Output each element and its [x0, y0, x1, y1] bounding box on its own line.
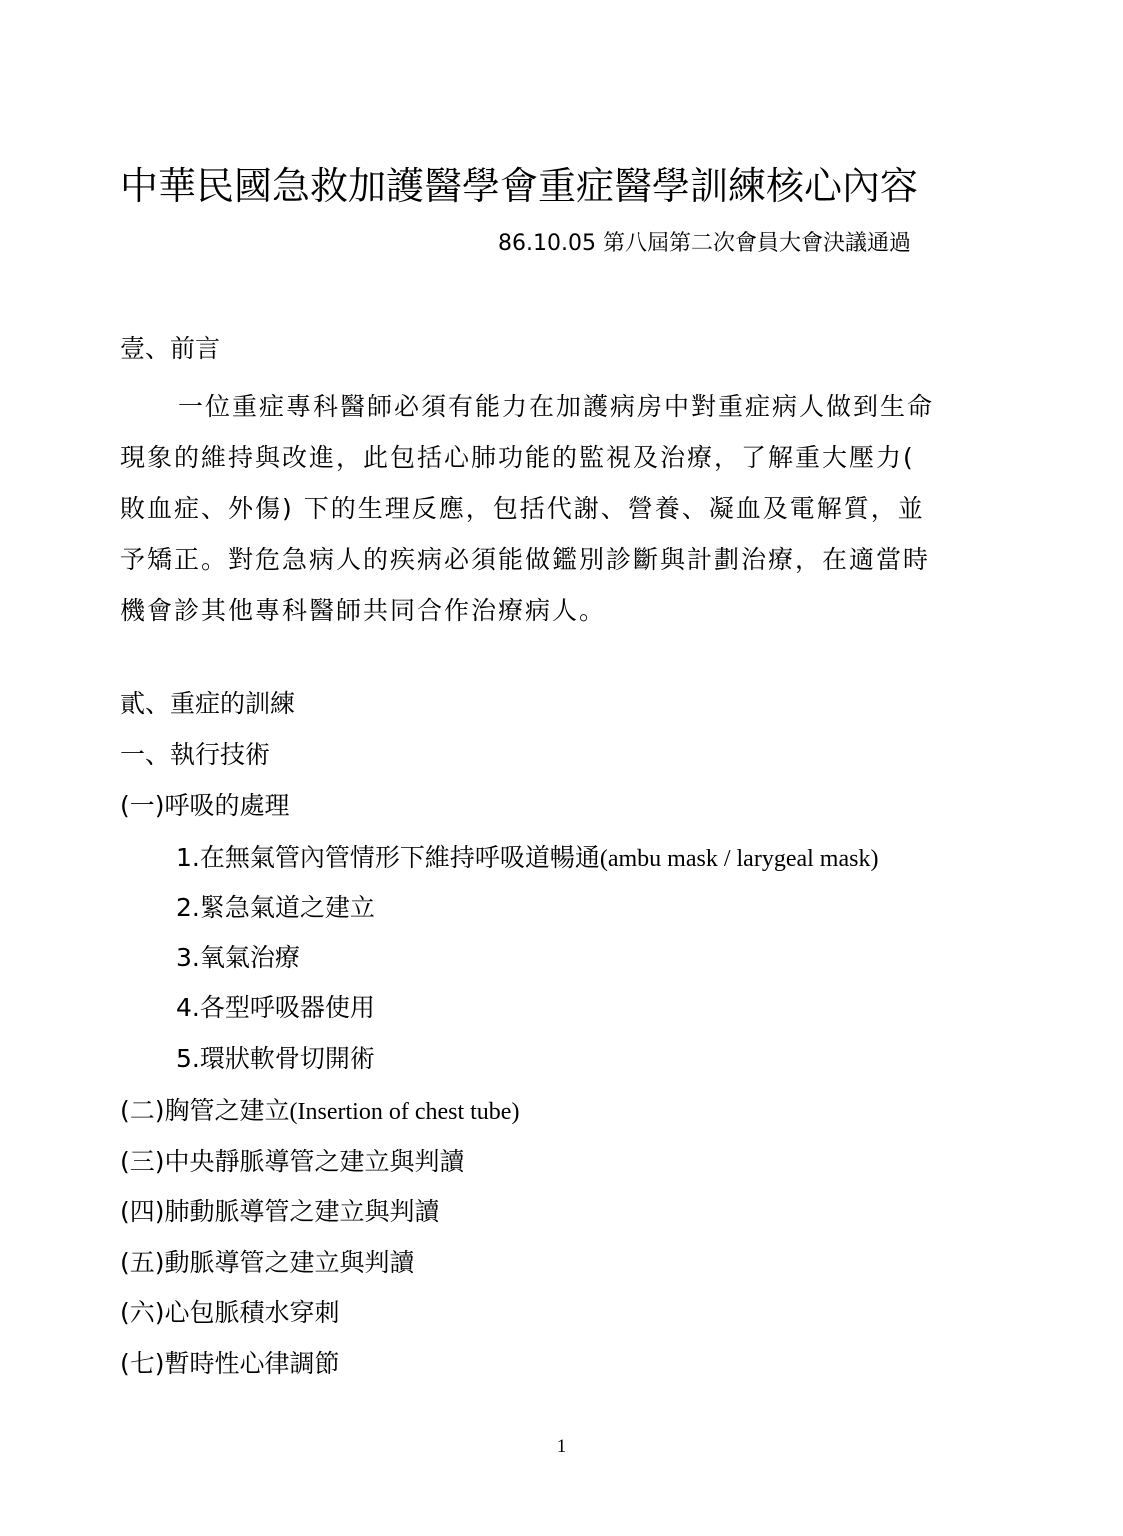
paragraph-line: 予矯正。對危急病人的疾病必須能做鑑別診斷與計劃治療，在適當時 [120, 545, 931, 574]
group-heading-respiratory: (一)呼吸的處理 [120, 791, 290, 820]
list-item-note: (ambu mask / larygeal mask) [599, 846, 879, 872]
document-subtitle: 86.10.05 第八屆第二次會員大會決議通過 [498, 231, 911, 256]
page-number: 1 [556, 1436, 567, 1457]
list-item-note: (Insertion of chest tube) [289, 1099, 520, 1125]
list-item: (四)肺動脈導管之建立與判讀 [120, 1197, 440, 1226]
list-item: 1.在無氣管內管情形下維持呼吸道暢通(ambu mask / larygeal mask) [176, 843, 879, 872]
list-item: (五)動脈導管之建立與判讀 [120, 1248, 415, 1277]
list-item: (二)胸管之建立(Insertion of chest tube) [120, 1096, 520, 1125]
paragraph-line: 敗血症、外傷) 下的生理反應，包括代謝、營養、凝血及電解質，並 [120, 494, 925, 523]
list-item: 2.緊急氣道之建立 [176, 893, 375, 922]
preface-paragraph [120, 381, 1000, 636]
list-item: 4.各型呼吸器使用 [176, 993, 375, 1022]
section-heading-preface: 壹、前言 [120, 334, 221, 363]
subsection-heading-techniques: 一、執行技術 [120, 740, 271, 769]
document-title: 中華民國急救加護醫學會重症醫學訓練核心內容 [120, 164, 919, 208]
list-item: 5.環狀軟骨切開術 [176, 1044, 375, 1073]
paragraph-line: 一位重症專科醫師必須有能力在加護病房中對重症病人做到生命 [178, 392, 935, 421]
list-item: 3.氧氣治療 [176, 943, 300, 972]
list-item: (七)暫時性心律調節 [120, 1349, 340, 1378]
list-item: (六)心包脈積水穿刺 [120, 1298, 340, 1327]
section-heading-training: 貳、重症的訓練 [120, 689, 296, 718]
paragraph-line: 機會診其他專科醫師共同合作治療病人。 [120, 596, 607, 625]
paragraph-line: 現象的維持與改進，此包括心肺功能的監視及治療，了解重大壓力( [120, 443, 915, 472]
list-item: (三)中央靜脈導管之建立與判讀 [120, 1147, 465, 1176]
